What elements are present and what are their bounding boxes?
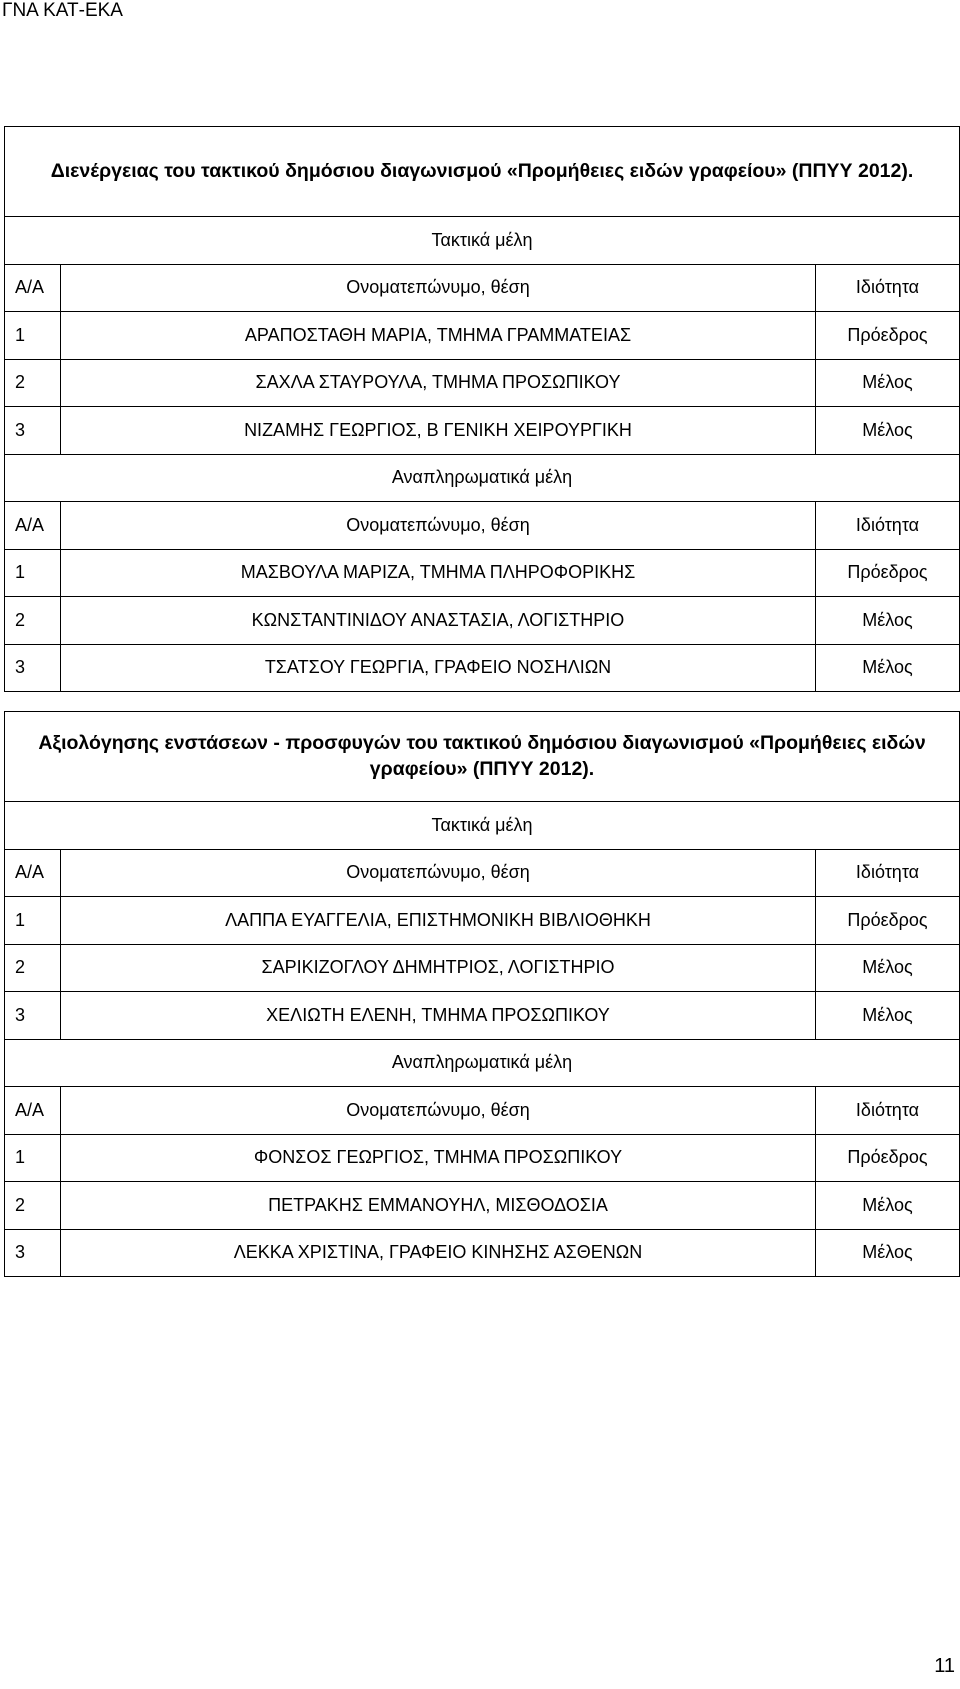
column-header-num: Α/Α — [5, 264, 61, 312]
member-role: Μέλος — [816, 992, 960, 1040]
section-label-alternate: Αναπληρωματικά μέλη — [5, 1039, 960, 1087]
column-header-role: Ιδιότητα — [816, 502, 960, 550]
member-role: Πρόεδρος — [816, 549, 960, 597]
committee-table-objections — [4, 711, 960, 1277]
table-row — [5, 897, 960, 945]
column-header-row — [5, 264, 960, 312]
member-name: ΛΕΚΚΑ ΧΡΙΣΤΙΝΑ, ΓΡΑΦΕΙΟ ΚΙΝΗΣΗΣ ΑΣΘΕΝΩΝ — [61, 1229, 816, 1277]
member-num: 3 — [5, 407, 61, 455]
committee-table-tender — [4, 126, 960, 692]
column-header-role: Ιδιότητα — [816, 1087, 960, 1135]
column-header-role: Ιδιότητα — [816, 849, 960, 897]
member-num: 1 — [5, 312, 61, 360]
member-num: 1 — [5, 1134, 61, 1182]
hospital-name: ΓΝΑ ΚΑΤ-ΕΚΑ — [2, 0, 123, 21]
member-num: 2 — [5, 359, 61, 407]
member-role: Πρόεδρος — [816, 1134, 960, 1182]
member-name: ΜΑΣΒΟΥΛΑ ΜΑΡΙΖΑ, ΤΜΗΜΑ ΠΛΗΡΟΦΟΡΙΚΗΣ — [61, 549, 816, 597]
column-header-name: Ονοματεπώνυμο, θέση — [61, 264, 816, 312]
member-name: ΦΟΝΣΟΣ ΓΕΩΡΓΙΟΣ, ΤΜΗΜΑ ΠΡΟΣΩΠΙΚΟΥ — [61, 1134, 816, 1182]
table-row — [5, 1134, 960, 1182]
section-label-regular: Τακτικά μέλη — [5, 217, 960, 265]
member-role: Μέλος — [816, 1229, 960, 1277]
table-row — [5, 992, 960, 1040]
column-header-row — [5, 1087, 960, 1135]
member-role: Μέλος — [816, 944, 960, 992]
member-name: ΛΑΠΠΑ ΕΥΑΓΓΕΛΙΑ, ΕΠΙΣΤΗΜΟΝΙΚΗ ΒΙΒΛΙΟΘΗΚΗ — [61, 897, 816, 945]
table-row — [5, 407, 960, 455]
table-row — [5, 944, 960, 992]
column-header-num: Α/Α — [5, 502, 61, 550]
member-name: ΤΣΑΤΣΟΥ ΓΕΩΡΓΙΑ, ΓΡΑΦΕΙΟ ΝΟΣΗΛΙΩΝ — [61, 644, 816, 692]
member-role: Μέλος — [816, 644, 960, 692]
column-header-row — [5, 502, 960, 550]
column-header-role: Ιδιότητα — [816, 264, 960, 312]
committee-title: Διενέργειας του τακτικού δημόσιου διαγωνισμού «Προμήθειες ειδών γραφείου» (ΠΠΥΥ 2012). — [5, 127, 960, 217]
member-name: ΣΑΡΙΚΙΖΟΓΛΟΥ ΔΗΜΗΤΡΙΟΣ, ΛΟΓΙΣΤΗΡΙΟ — [61, 944, 816, 992]
column-header-name: Ονοματεπώνυμο, θέση — [61, 849, 816, 897]
member-num: 2 — [5, 597, 61, 645]
member-role: Πρόεδρος — [816, 312, 960, 360]
member-num: 2 — [5, 1182, 61, 1230]
column-header-num: Α/Α — [5, 1087, 61, 1135]
page-number: 11 — [934, 1655, 955, 1677]
table-row — [5, 1229, 960, 1277]
member-num: 2 — [5, 944, 61, 992]
member-name: ΑΡΑΠΟΣΤΑΘΗ ΜΑΡΙΑ, ΤΜΗΜΑ ΓΡΑΜΜΑΤΕΙΑΣ — [61, 312, 816, 360]
member-name: ΧΕΛΙΩΤΗ ΕΛΕΝΗ, ΤΜΗΜΑ ΠΡΟΣΩΠΙΚΟΥ — [61, 992, 816, 1040]
member-name: ΝΙΖΑΜΗΣ ΓΕΩΡΓΙΟΣ, Β ΓΕΝΙΚΗ ΧΕΙΡΟΥΡΓΙΚΗ — [61, 407, 816, 455]
member-name: ΚΩΝΣΤΑΝΤΙΝΙΔΟΥ ΑΝΑΣΤΑΣΙΑ, ΛΟΓΙΣΤΗΡΙΟ — [61, 597, 816, 645]
member-role: Μέλος — [816, 359, 960, 407]
member-role: Μέλος — [816, 407, 960, 455]
column-header-row — [5, 849, 960, 897]
table-row — [5, 1182, 960, 1230]
member-num: 1 — [5, 549, 61, 597]
table-row — [5, 312, 960, 360]
table-row — [5, 644, 960, 692]
table-row — [5, 597, 960, 645]
column-header-name: Ονοματεπώνυμο, θέση — [61, 1087, 816, 1135]
member-num: 3 — [5, 992, 61, 1040]
column-header-name: Ονοματεπώνυμο, θέση — [61, 502, 816, 550]
member-name: ΠΕΤΡΑΚΗΣ ΕΜΜΑΝΟΥΗΛ, ΜΙΣΘΟΔΟΣΙΑ — [61, 1182, 816, 1230]
member-num: 3 — [5, 644, 61, 692]
section-label-regular: Τακτικά μέλη — [5, 802, 960, 850]
member-role: Μέλος — [816, 597, 960, 645]
committee-title: Αξιολόγησης ενστάσεων - προσφυγών του τακτικού δημόσιου διαγωνισμού «Προμήθειες ειδών γραφείου» (ΠΠΥΥ 2012). — [5, 712, 960, 802]
table-row — [5, 549, 960, 597]
column-header-num: Α/Α — [5, 849, 61, 897]
section-label-alternate: Αναπληρωματικά μέλη — [5, 454, 960, 502]
member-role: Πρόεδρος — [816, 897, 960, 945]
member-name: ΣΑΧΛΑ ΣΤΑΥΡΟΥΛΑ, ΤΜΗΜΑ ΠΡΟΣΩΠΙΚΟΥ — [61, 359, 816, 407]
member-num: 3 — [5, 1229, 61, 1277]
member-num: 1 — [5, 897, 61, 945]
table-row — [5, 359, 960, 407]
member-role: Μέλος — [816, 1182, 960, 1230]
